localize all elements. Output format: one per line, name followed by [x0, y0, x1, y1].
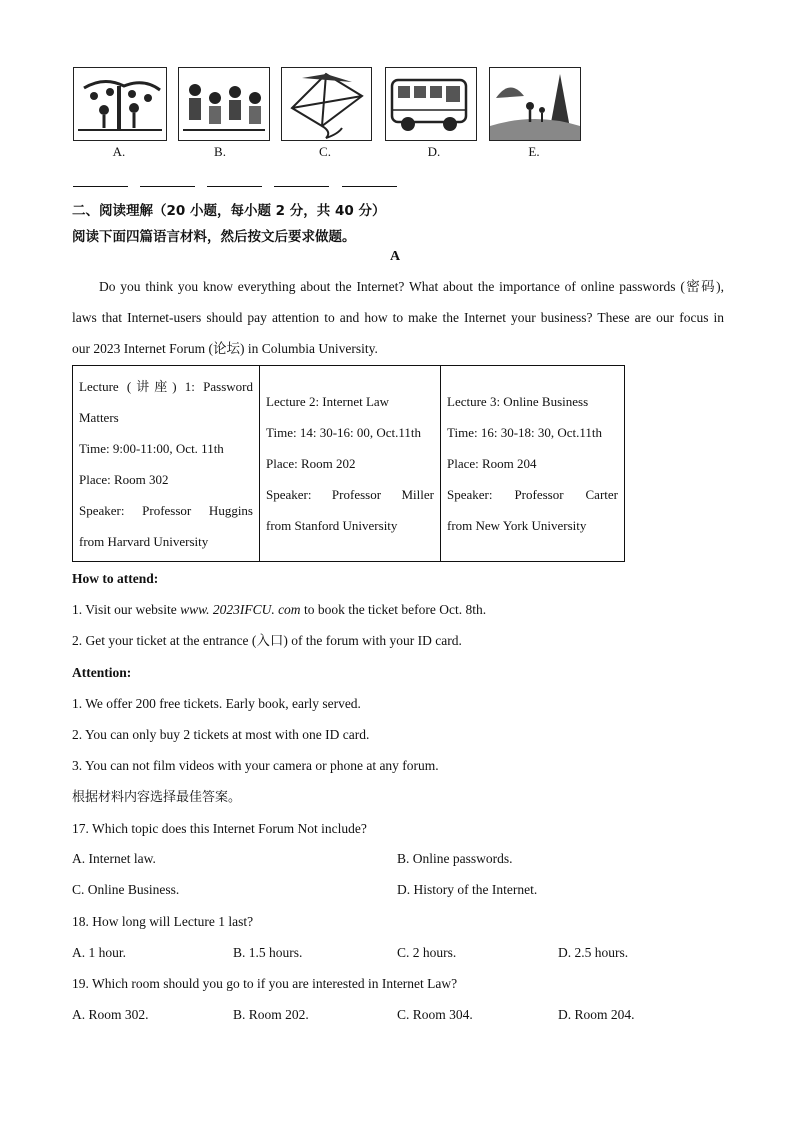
- how-to-attend-item-2: 2. Get your ticket at the entrance (入口) of the forum with your ID card.: [72, 633, 462, 648]
- lecture-speaker: Speaker: Professor Carter: [447, 487, 618, 502]
- bus-icon: [386, 68, 476, 140]
- lecture-from: from Stanford University: [266, 518, 398, 533]
- answer-blank[interactable]: [140, 186, 195, 187]
- choose-instruction: 根据材料内容选择最佳答案。: [72, 790, 242, 805]
- question-17-option-c[interactable]: C. Online Business.: [72, 882, 180, 897]
- kite-icon: [282, 68, 371, 140]
- lecture-title-cont: Matters: [79, 409, 119, 425]
- item-text: to book the ticket before Oct. 8th.: [300, 602, 487, 617]
- section-heading: 二、阅读理解（20 小题，每小题 2 分，共 40 分）: [72, 203, 386, 219]
- question-17-stem: 17. Which topic does this Internet Forum Not include?: [72, 821, 367, 836]
- lecture-table: [72, 365, 625, 562]
- lecture-speaker: Speaker: Professor Miller: [266, 487, 434, 502]
- question-18-option-b[interactable]: B. 1.5 hours.: [233, 945, 303, 960]
- question-17-option-d[interactable]: D. History of the Internet.: [397, 882, 538, 897]
- attention-item: 1. We offer 200 free tickets. Early book, early served.: [72, 696, 361, 711]
- section-instruction: 阅读下面四篇语言材料，然后按文后要求做题。: [72, 229, 356, 245]
- question-19-option-b[interactable]: B. Room 202.: [233, 1007, 309, 1022]
- question-18-option-c[interactable]: C. 2 hours.: [397, 945, 457, 960]
- question-19-option-c[interactable]: C. Room 304.: [397, 1007, 473, 1022]
- lecture-place: Place: Room 204: [447, 456, 537, 471]
- picture-a: [73, 67, 167, 141]
- how-to-attend-heading: How to attend:: [72, 571, 159, 586]
- intro-line-2: laws that Internet-users should pay attention to and how to make the Internet your business? These are our focus in: [72, 310, 724, 325]
- lecture-time: Time: 9:00-11:00, Oct. 11th: [79, 440, 224, 456]
- lecture-title: Lecture 3: Online Business: [447, 394, 589, 409]
- lecture-cell-3: [441, 366, 625, 562]
- how-to-attend-item-1: [72, 594, 486, 625]
- lecture-time: Time: 16: 30-18: 30, Oct.11th: [447, 425, 603, 440]
- lecture-from: from Harvard University: [79, 533, 209, 549]
- question-18-option-d[interactable]: D. 2.5 hours.: [558, 945, 629, 960]
- lecture-time: Time: 14: 30-16: 00, Oct.11th: [266, 425, 422, 440]
- question-19-stem: 19. Which room should you go to if you are interested in Internet Law?: [72, 976, 458, 991]
- attention-heading: Attention:: [72, 665, 132, 680]
- group-sitting-icon: [179, 68, 269, 140]
- website-link[interactable]: www. 2023IFCU. com: [180, 602, 301, 617]
- picture-label-b: B.: [214, 144, 226, 159]
- question-17-option-b[interactable]: B. Online passwords.: [397, 851, 513, 866]
- picture-c: [281, 67, 372, 141]
- picture-label-c: C.: [319, 144, 331, 159]
- lecture-place: Place: Room 202: [266, 456, 356, 471]
- lecture-title: Lecture (讲座) 1: Password: [79, 378, 253, 394]
- tree-people-icon: [74, 68, 166, 140]
- lecture-cell-2: [260, 366, 441, 562]
- answer-blank[interactable]: [207, 186, 262, 187]
- intro-line-3: our 2023 Internet Forum (论坛) in Columbia University.: [72, 341, 378, 356]
- lecture-cell-1: [73, 366, 260, 562]
- question-19-option-d[interactable]: D. Room 204.: [558, 1007, 635, 1022]
- lecture-title: Lecture 2: Internet Law: [266, 394, 390, 409]
- lecture-from: from New York University: [447, 518, 587, 533]
- attention-item: 3. You can not film videos with your camera or phone at any forum.: [72, 758, 439, 773]
- lecture-place: Place: Room 302: [79, 471, 169, 487]
- item-text: 1. Visit our website: [72, 602, 181, 617]
- question-19-option-a[interactable]: A. Room 302.: [72, 1007, 149, 1022]
- answer-blank[interactable]: [73, 186, 128, 187]
- answer-blank[interactable]: [342, 186, 397, 187]
- park-walk-icon: [490, 68, 580, 140]
- picture-label-d: D.: [427, 144, 441, 159]
- picture-label-a: A.: [112, 144, 126, 159]
- picture-e: [489, 67, 581, 141]
- intro-line-1: Do you think you know everything about the Internet? What about the importance of online passwords (密码),: [99, 279, 724, 294]
- question-18-stem: 18. How long will Lecture 1 last?: [72, 914, 254, 929]
- question-17-option-a[interactable]: A. Internet law.: [72, 851, 156, 866]
- picture-label-e: E.: [528, 144, 540, 159]
- question-18-option-a[interactable]: A. 1 hour.: [72, 945, 126, 960]
- lecture-speaker: Speaker: Professor Huggins: [79, 502, 253, 518]
- attention-item: 2. You can only buy 2 tickets at most with one ID card.: [72, 727, 370, 742]
- passage-label: A: [390, 249, 401, 264]
- picture-b: [178, 67, 270, 141]
- picture-d: [385, 67, 477, 141]
- answer-blank[interactable]: [274, 186, 329, 187]
